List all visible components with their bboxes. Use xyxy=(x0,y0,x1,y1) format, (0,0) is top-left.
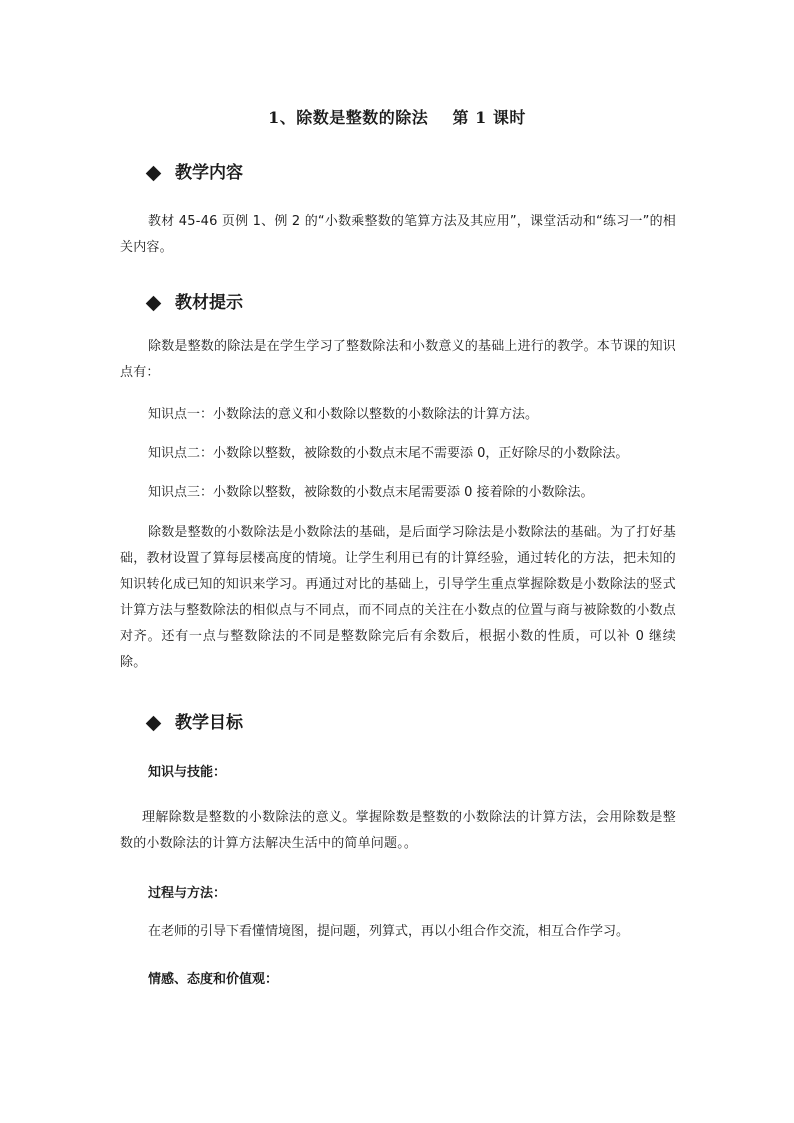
knowledge-point-2: 知识点二：小数除以整数，被除数的小数点末尾不需要添 0，正好除尽的小数除法。 xyxy=(148,446,629,461)
knowledge-point-1: 知识点一：小数除法的意义和小数除以整数的小数除法的计算方法。 xyxy=(148,407,539,422)
subheading-process-method: 过程与方法： xyxy=(148,886,227,901)
section-heading-tips xyxy=(148,290,243,316)
page-title: 1、除数是整数的除法 第 1 课时 xyxy=(268,108,526,127)
section-heading-content xyxy=(148,160,243,186)
section-heading-text: 教学目标 xyxy=(175,713,243,733)
paragraph-process-method: 在老师的引导下看懂情境图，提问题，列算式，再以小组合作交流，相互合作学习。 xyxy=(148,924,630,939)
diamond-bullet-icon xyxy=(146,715,162,731)
paragraph-body: 除数是整数的小数除法是小数除法的基础，是后面学习除法是小数除法的基础。为了打好基础，教材设置了算每层楼高度的情境。让学生利用已有的计算经验，通过转化的方法，把未知的知识转化成已知的知识来学习。再通过对比的基础上，引导学生重点掌握除数是小数除法的竖式计算方法与整数除法的相似点与不同点，而不同点的关注在小数点的位置与商与被除数的小数点对齐。还有一点与整数除法的不同是整数除完后有余数后，根据小数的性质，可以补 0 继续除。 xyxy=(120,525,677,670)
paragraph: 教材 45-46 页例 1、例 2 的“小数乘整数的笔算方法及其应用”，课堂活动和“练习一”的相关内容。 xyxy=(120,214,676,255)
diamond-bullet-icon xyxy=(146,295,162,311)
paragraph-intro: 除数是整数的除法是在学生学习了整数除法和小数意义的基础上进行的教学。本节课的知识点有： xyxy=(120,339,677,380)
knowledge-point-3: 知识点三：小数除以整数，被除数的小数点末尾需要添 0 接着除的小数除法。 xyxy=(148,485,594,500)
paragraph-knowledge-skills: 理解除数是整数的小数除法的意义。掌握除数是整数的小数除法的计算方法，会用除数是整数的小数除法的计算方法解决生活中的简单问题。。 xyxy=(120,810,676,851)
subheading-emotion-attitude: 情感、态度和价值观： xyxy=(148,972,279,987)
subheading-knowledge-skills: 知识与技能： xyxy=(148,765,227,780)
diamond-bullet-icon xyxy=(146,165,162,181)
section-heading-goals xyxy=(148,710,243,736)
section-heading-text: 教学内容 xyxy=(175,163,243,183)
section-heading-text: 教材提示 xyxy=(175,293,243,313)
